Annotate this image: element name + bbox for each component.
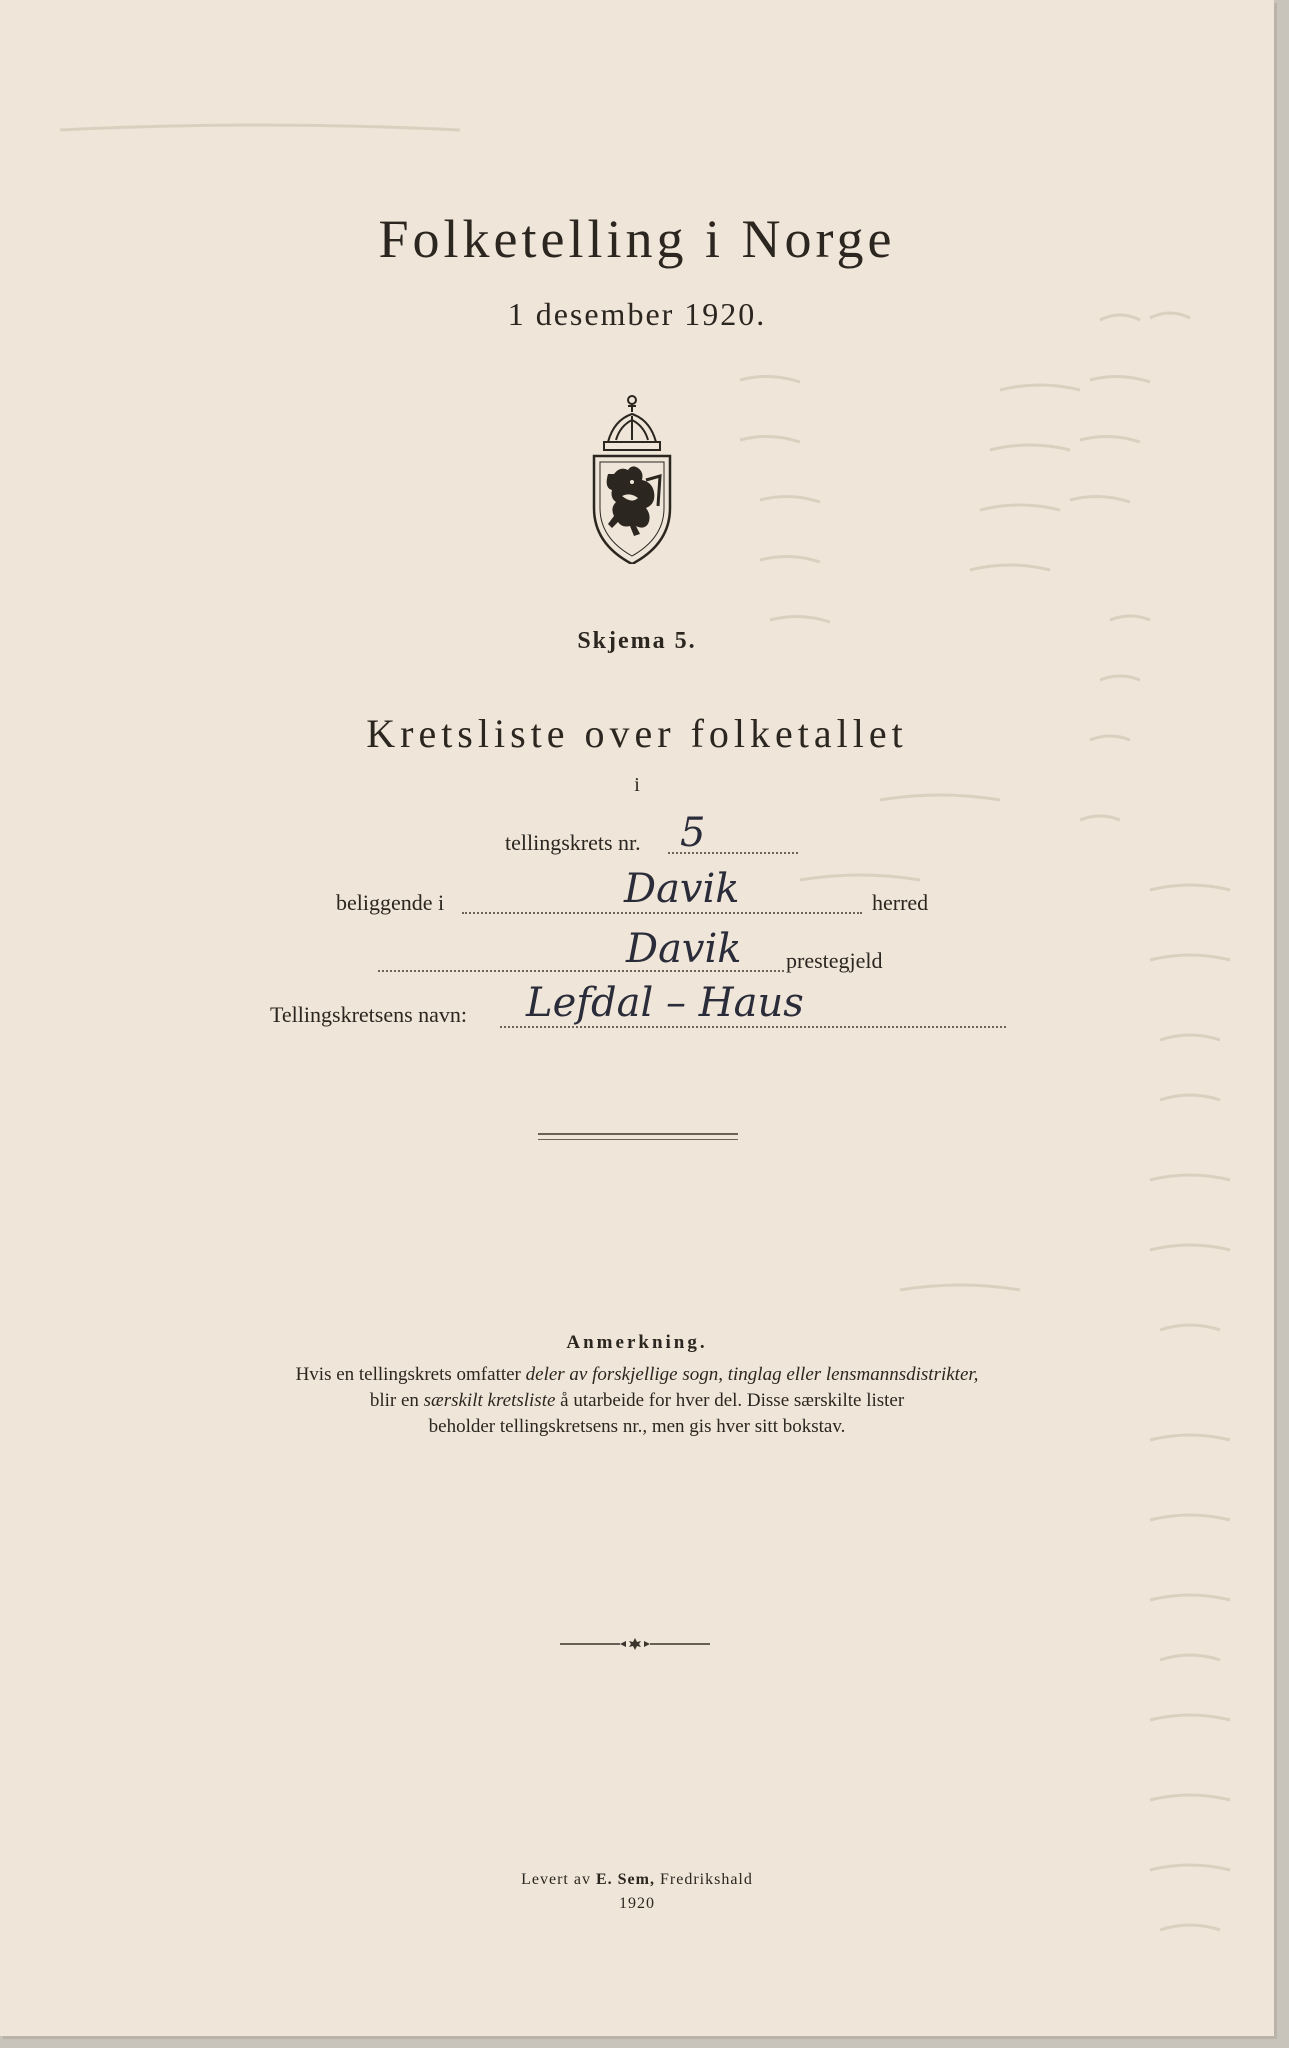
printer-city: Fredrikshald xyxy=(654,1871,753,1888)
navn-dotted-line xyxy=(500,1026,1006,1028)
navn-value: Lefdal – Haus xyxy=(526,980,804,1026)
printer-year: 1920 xyxy=(619,1895,655,1912)
note-line-1-italic: deler av forskjellige sogn, tinglag eller lensmannsdistrikter, xyxy=(525,1364,979,1385)
note-line-2-italic: særskilt kretsliste xyxy=(423,1390,556,1411)
printer-prefix: Levert av xyxy=(521,1871,596,1888)
herred-dotted-line xyxy=(462,912,862,914)
printer-credit xyxy=(0,1868,1274,1916)
i-word: i xyxy=(634,774,640,796)
divider-rule-thin xyxy=(538,1139,738,1140)
note-line-2-text-a: blir en xyxy=(369,1390,424,1411)
page-title: Folketelling i Norge xyxy=(378,209,896,269)
prestegjeld-value: Davik xyxy=(626,926,742,972)
note-line-2-text-b: å utarbeide for hver del. Disse særskilte lister xyxy=(555,1390,905,1411)
krets-label: tellingskrets nr. xyxy=(505,830,641,855)
form-heading: Kretsliste over folketallet xyxy=(366,711,908,756)
prestegjeld-label: prestegjeld xyxy=(786,948,883,973)
note-line-1 xyxy=(0,1362,1274,1388)
census-date: 1 desember 1920. xyxy=(507,296,767,332)
printer-name: E. Sem, xyxy=(595,1871,655,1888)
navn-label: Tellingskretsens navn: xyxy=(270,1002,468,1027)
note-line-2 xyxy=(0,1388,1274,1414)
note-line-3: beholder tellingskretsens nr., men gis hver sitt bokstav. xyxy=(428,1416,846,1437)
beliggende-label: beliggende i xyxy=(336,890,445,915)
ornament-divider-icon xyxy=(560,1637,710,1651)
herred-value: Davik xyxy=(624,866,740,912)
note-heading: Anmerkning. xyxy=(566,1332,708,1353)
note-line-1-text: Hvis en tellingskrets omfatter xyxy=(295,1364,526,1385)
krets-value: 5 xyxy=(680,810,706,856)
schema-number: Skjema 5. xyxy=(577,628,697,654)
divider-rule xyxy=(538,1133,738,1135)
herred-label: herred xyxy=(872,890,929,915)
norwegian-coat-of-arms-icon xyxy=(588,392,676,564)
printer-line-1 xyxy=(0,1868,1274,1892)
